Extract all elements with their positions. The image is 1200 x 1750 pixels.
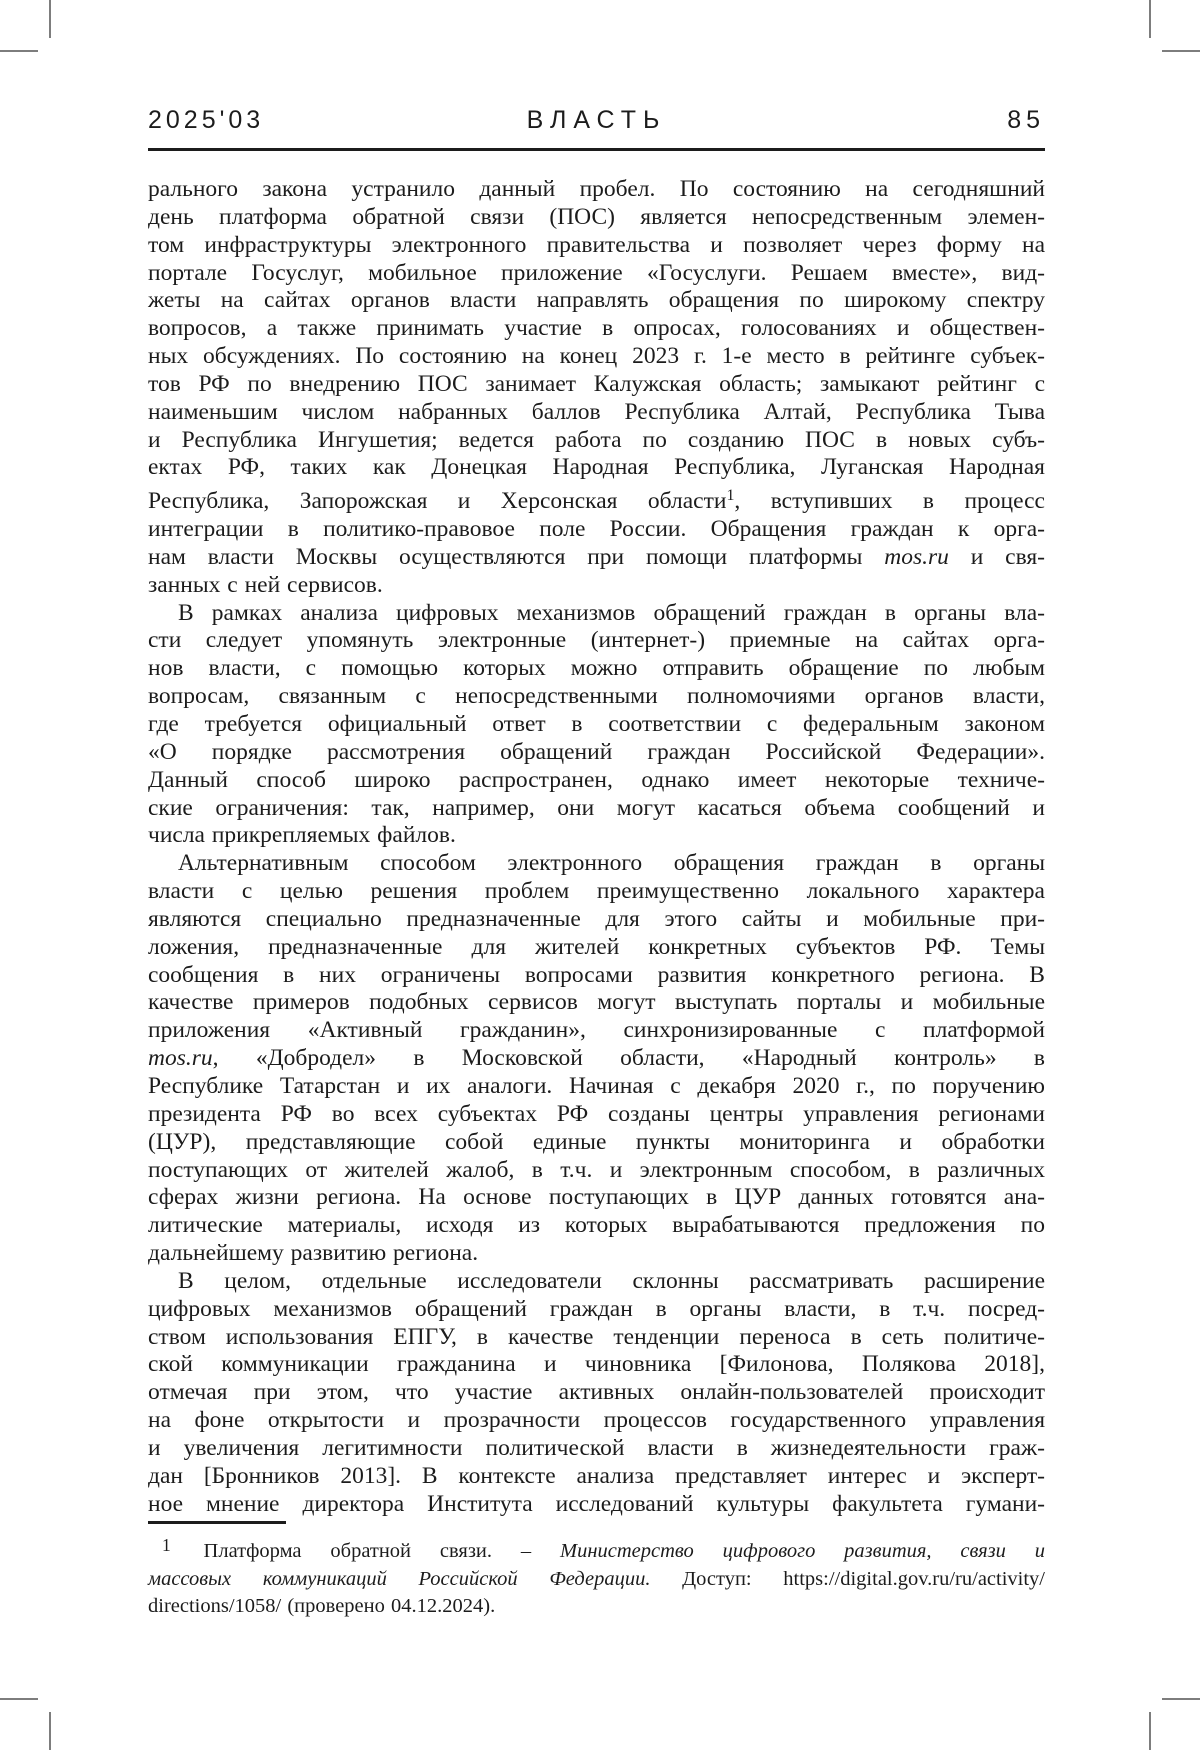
text-segment: В целом, отдельные исследователи склонны рассматривать расширение <box>178 1267 1045 1294</box>
text-segment: вопросов, а также принимать участие в опросах, голосованиях и обществен- <box>148 315 1045 342</box>
text-segment: наименьшим числом набранных баллов Республика Алтай, Республика Тыва <box>148 398 1045 425</box>
text-segment: Платформа обратной связи. – <box>174 1540 560 1563</box>
text-line <box>148 711 1045 739</box>
journal-issue: 2025'03 <box>148 106 265 134</box>
text-segment: на фоне открытости и прозрачности процессов государственного управления <box>148 1407 1045 1434</box>
text-segment: качестве примеров подобных сервисов могут выступать порталы и мобильные <box>148 989 1045 1016</box>
text-line <box>148 1435 1045 1463</box>
crop-mark-top-right-horizontal <box>1162 50 1200 52</box>
text-line <box>148 572 1045 600</box>
text-segment: ские ограничения: так, например, они могут касаться объема сообщений и <box>148 794 1045 821</box>
text-segment: Альтернативным способом электронного обращения граждан в органы <box>178 850 1045 877</box>
text-segment: сообщения в них ограничены вопросами развития конкретного региона. В <box>148 961 1045 988</box>
paragraph <box>148 600 1045 851</box>
text-segment: ложения, предназначенные для жителей конкретных субъектов РФ. Темы <box>148 933 1045 960</box>
text-line <box>148 260 1045 288</box>
text-line <box>148 204 1045 232</box>
text-segment: являются специально предназначенные для этого сайты и мобильные при- <box>148 905 1045 932</box>
text-segment: приложения «Активный гражданин», синхронизированные с платформой <box>148 1017 1045 1044</box>
text-line <box>148 1212 1045 1240</box>
text-segment: нам власти Москвы осуществляются при помощи платформы <box>148 543 885 570</box>
text-segment: ное мнение директора Института исследований культуры факультета гумани- <box>148 1490 1045 1517</box>
text-line <box>148 1532 1045 1566</box>
text-line <box>148 878 1045 906</box>
footnote-rule <box>148 1521 286 1524</box>
text-segment: mos.ru <box>148 1045 213 1072</box>
text-segment: цифровых механизмов обращений граждан в органы власти, в т.ч. посред- <box>148 1295 1045 1322</box>
text-line <box>148 516 1045 544</box>
text-line <box>148 1073 1045 1101</box>
text-segment: рального закона устранило данный пробел. По состоянию на сегодняшний <box>148 176 1045 202</box>
text-segment: нов власти, с помощью которых можно отправить обращение по любым <box>148 655 1045 682</box>
text-line <box>148 795 1045 823</box>
text-line <box>148 683 1045 711</box>
crop-mark-bottom-left-horizontal <box>0 1698 38 1700</box>
text-segment: Данный способ широко распространен, однако имеет некоторые техниче- <box>148 766 1045 793</box>
text-line <box>148 1593 1045 1620</box>
text-line <box>148 1129 1045 1157</box>
paragraph <box>148 1268 1045 1519</box>
text-segment: власти с целью решения проблем преимущественно локального характера <box>148 878 1045 905</box>
text-line <box>148 822 1045 850</box>
text-segment: directions/1058/ (проверено 04.12.2024). <box>148 1594 496 1617</box>
text-line <box>148 1491 1045 1519</box>
text-line <box>148 1157 1045 1185</box>
text-segment: числа прикрепляемых файлов. <box>148 822 456 849</box>
text-segment: портале Госуслуг, мобильное приложение «Госуслуги. Решаем вместе», вид- <box>148 259 1045 286</box>
crop-mark-bottom-left-vertical <box>49 1712 51 1750</box>
text-segment: и свя- <box>948 543 1045 570</box>
text-segment: массовых коммуникаций Российской Федерации. <box>148 1567 651 1590</box>
text-line <box>148 1240 1045 1268</box>
text-line <box>148 427 1045 455</box>
text-line <box>148 1379 1045 1407</box>
text-line <box>148 1268 1045 1296</box>
text-line <box>148 739 1045 767</box>
text-line <box>148 989 1045 1017</box>
text-segment: тов РФ по внедрению ПОС занимает Калужская область; замыкают рейтинг с <box>148 370 1045 397</box>
text-line <box>148 906 1045 934</box>
text-segment: сти следует упомянуть электронные (интернет-) приемные на сайтах орга- <box>148 627 1045 654</box>
text-line <box>148 1045 1045 1073</box>
footnote-reference-number: 1 <box>726 487 735 505</box>
text-segment: , вступивших в процесс <box>734 488 1045 515</box>
text-line <box>148 1351 1045 1379</box>
text-line <box>148 482 1045 516</box>
text-line <box>148 1184 1045 1212</box>
body-text <box>148 176 1045 1518</box>
text-segment: жеты на сайтах органов власти направлять обращения по широкому спектру <box>148 287 1045 314</box>
text-line <box>148 343 1045 371</box>
text-line <box>148 767 1045 795</box>
text-line <box>148 176 1045 204</box>
text-line <box>148 315 1045 343</box>
text-line <box>148 850 1045 878</box>
text-segment: и Республика Ингушетия; ведется работа по созданию ПОС в новых субъ- <box>148 426 1045 453</box>
crop-mark-top-right-vertical <box>1149 0 1151 38</box>
text-segment: ных обсуждениях. По состоянию на конец 2023 г. 1-е место в рейтинге субъек- <box>148 343 1045 370</box>
text-segment: дальнейшему развитию региона. <box>148 1240 479 1267</box>
text-segment: В рамках анализа цифровых механизмов обращений граждан в органы вла- <box>178 599 1045 626</box>
text-line <box>148 371 1045 399</box>
journal-title: ВЛАСТЬ <box>526 106 667 134</box>
text-segment: сферах жизни региона. На основе поступающих в ЦУР данных готовятся ана- <box>148 1184 1045 1211</box>
text-segment: и увеличения легитимности политической власти в жизнедеятельности граж- <box>148 1434 1045 1461</box>
text-line <box>148 454 1045 482</box>
text-segment: , «Добродел» в Московской области, «Народный контроль» в <box>212 1045 1045 1072</box>
text-line <box>148 934 1045 962</box>
text-segment: Республика, Запорожская и Херсонская области <box>148 488 727 515</box>
text-line <box>148 627 1045 655</box>
text-segment: том инфраструктуры электронного правительства и позволяет через форму на <box>148 231 1045 258</box>
text-segment: Доступ: https://digital.gov.ru/ru/activity/ <box>650 1567 1045 1590</box>
text-segment: ством использования ЕПГУ, в качестве тенденции переноса в сеть политиче- <box>148 1323 1045 1350</box>
text-segment: «О порядке рассмотрения обращений граждан Российской Федерации». <box>148 738 1045 765</box>
text-segment: день платформа обратной связи (ПОС) является непосредственным элемен- <box>148 203 1045 230</box>
text-segment: литические материалы, исходя из которых вырабатываются предложения по <box>148 1212 1045 1239</box>
text-segment: ской коммуникации гражданина и чиновника [Филонова, Полякова 2018], <box>148 1351 1045 1378</box>
text-line <box>148 287 1045 315</box>
text-segment: дан [Бронников 2013]. В контексте анализа представляет интерес и эксперт- <box>148 1462 1045 1489</box>
text-segment: mos.ru <box>884 543 949 570</box>
crop-mark-top-left-horizontal <box>0 50 38 52</box>
paragraph <box>148 850 1045 1268</box>
text-segment: интеграции в политико-правовое поле России. Обращения граждан к орга- <box>148 516 1045 543</box>
text-line <box>148 1296 1045 1324</box>
text-segment: ектах РФ, таких как Донецкая Народная Республика, Луганская Народная <box>148 454 1045 481</box>
text-line <box>148 962 1045 990</box>
text-line <box>148 544 1045 572</box>
paragraph <box>148 176 1045 600</box>
text-line <box>148 1407 1045 1435</box>
text-line <box>148 1566 1045 1593</box>
text-line <box>148 1017 1045 1045</box>
crop-mark-top-left-vertical <box>49 0 51 38</box>
header-rule <box>148 148 1045 151</box>
text-line <box>148 600 1045 628</box>
footnote <box>148 1532 1045 1620</box>
text-segment: вопросам, связанным с непосредственными полномочиями органов власти, <box>148 683 1045 710</box>
text-segment: отмечая при этом, что участие активных онлайн-пользователей происходит <box>148 1379 1045 1406</box>
page-number: 85 <box>1007 106 1045 134</box>
text-segment: поступающих от жителей жалоб, в т.ч. и электронным способом, в различных <box>148 1156 1045 1183</box>
crop-mark-bottom-right-vertical <box>1149 1712 1151 1750</box>
page-header <box>148 106 1045 135</box>
footnote-reference-number: 1 <box>162 1535 171 1555</box>
text-segment: президента РФ во всех субъектах РФ созданы центры управления регионами <box>148 1100 1045 1127</box>
text-segment: Республике Татарстан и их аналоги. Начиная с декабря 2020 г., по поручению <box>148 1072 1045 1099</box>
text-line <box>148 655 1045 683</box>
text-line <box>148 399 1045 427</box>
text-line <box>148 1324 1045 1352</box>
text-segment: где требуется официальный ответ в соответствии с федеральным законом <box>148 711 1045 738</box>
text-line <box>148 232 1045 260</box>
text-line <box>148 1463 1045 1491</box>
crop-mark-bottom-right-horizontal <box>1162 1698 1200 1700</box>
text-segment: занных с ней сервисов. <box>148 571 383 598</box>
text-segment: Министерство цифрового развития, связи и <box>560 1540 1046 1563</box>
text-segment: (ЦУР), представляющие собой единые пункты мониторинга и обработки <box>148 1128 1045 1155</box>
text-line <box>148 1101 1045 1129</box>
